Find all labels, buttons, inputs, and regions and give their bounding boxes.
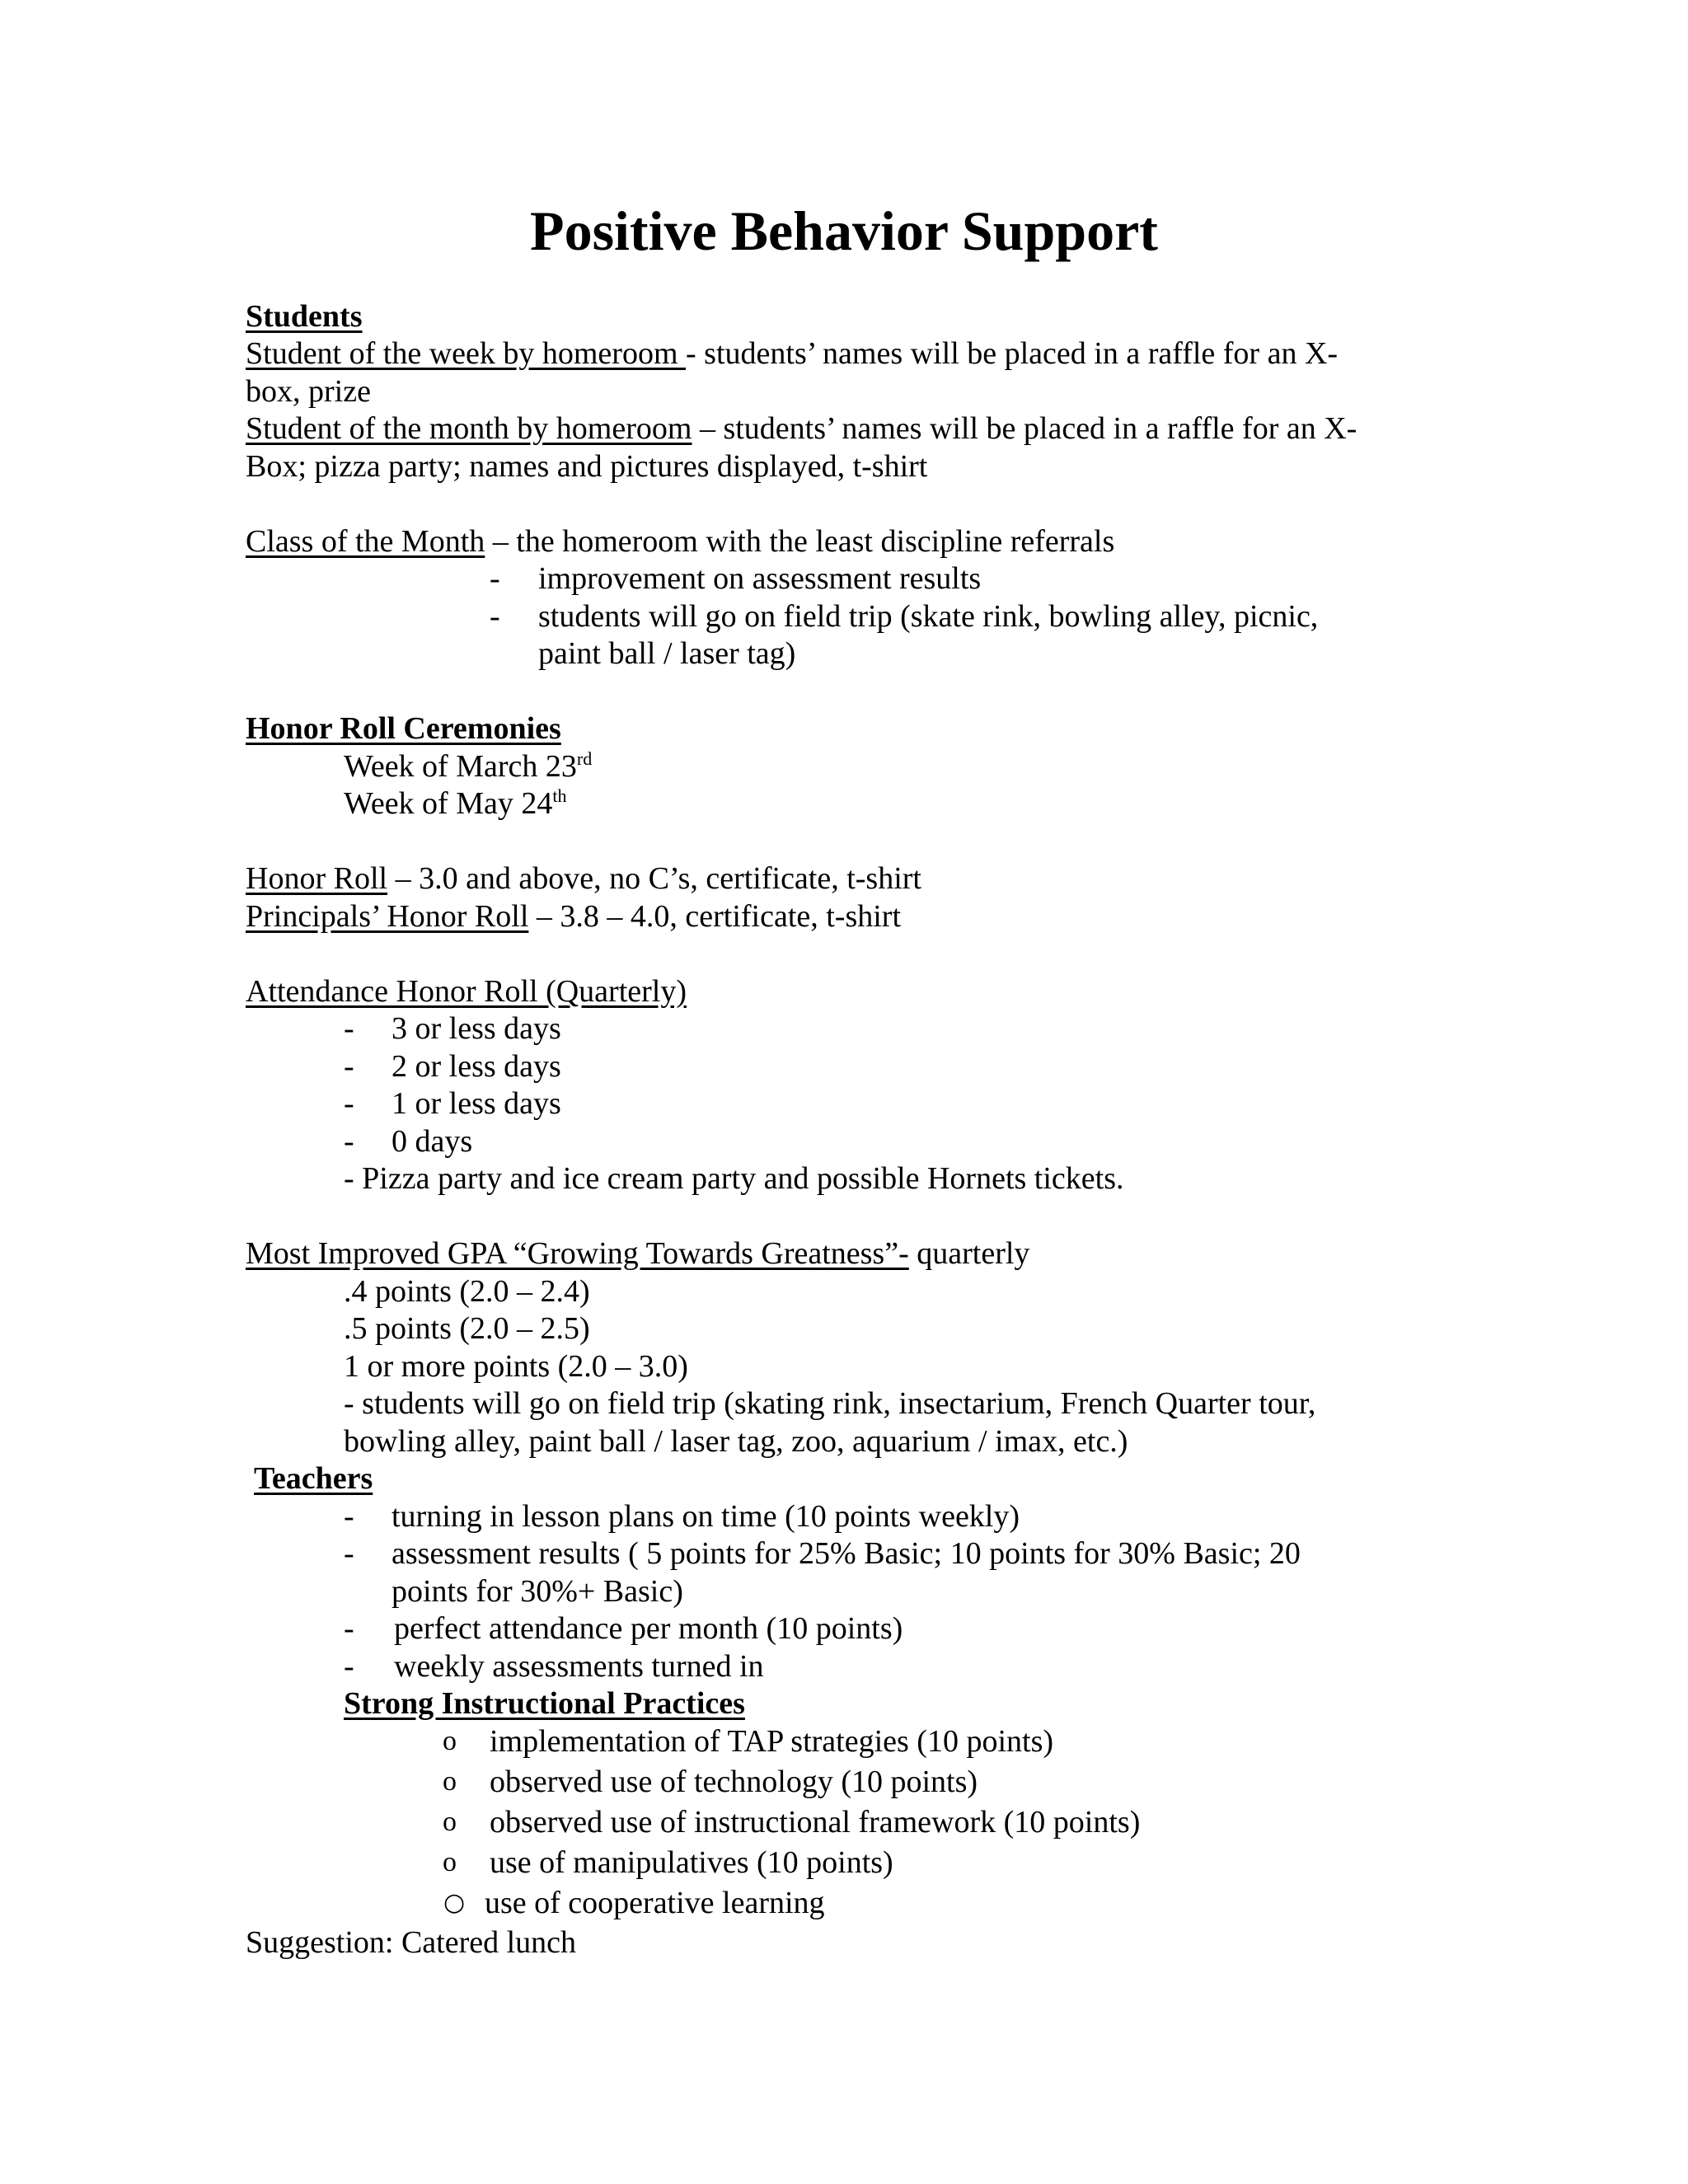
honor-roll-line: [246, 860, 921, 898]
honor-roll-ceremonies-heading: Honor Roll Ceremonies: [246, 711, 561, 746]
gpa-trip-text: - students will go on field trip (skating rink, insectarium, French Quarter tour,: [344, 1386, 1316, 1421]
student-of-month-label: Student of the month by homeroom: [246, 411, 692, 446]
student-of-month-line: [246, 410, 1357, 448]
dash-icon: -: [344, 1011, 354, 1046]
page-title: Positive Behavior Support: [530, 199, 1158, 262]
dash-icon: -: [490, 599, 500, 634]
bullet-icon: o: [443, 1847, 457, 1877]
list-item: use of manipulatives (10 points): [490, 1845, 893, 1880]
list-item: use of cooperative learning: [485, 1886, 825, 1920]
principals-honor-roll-line: [246, 898, 901, 935]
ceremony-week-1-text: Week of March 23: [344, 749, 577, 784]
list-item: 1 or more points (2.0 – 3.0): [344, 1349, 688, 1384]
suggestion-text: Suggestion: Catered lunch: [246, 1925, 577, 1960]
students-heading: Students: [246, 299, 363, 334]
honor-roll-text: – 3.0 and above, no C’s, certificate, t-shirt: [387, 861, 921, 896]
bullet-icon: o: [443, 1726, 457, 1756]
dash-icon: -: [344, 1086, 354, 1121]
list-item: turning in lesson plans on time (10 points weekly): [392, 1499, 1020, 1534]
bullet-icon: o: [443, 1766, 457, 1797]
gpa-heading-line: [246, 1235, 1029, 1272]
list-item: paint ball / laser tag): [538, 636, 796, 671]
list-item: points for 30%+ Basic): [392, 1574, 683, 1609]
ceremony-week-2-sup: th: [552, 785, 567, 806]
dash-icon: -: [344, 1536, 354, 1571]
class-of-month-text: – the homeroom with the least discipline referrals: [485, 524, 1115, 559]
gpa-trip-text-cont: bowling alley, paint ball / laser tag, zoo, aquarium / imax, etc.): [344, 1424, 1128, 1459]
list-item: students will go on field trip (skate rink, bowling alley, picnic,: [538, 599, 1319, 634]
class-of-month-line: [246, 523, 1114, 560]
teachers-heading: Teachers: [254, 1461, 373, 1496]
student-of-week-text: - students’ names will be placed in a raffle for an X-: [686, 336, 1339, 371]
ceremony-week-1-sup: rd: [576, 748, 593, 769]
ceremony-week-1: [344, 748, 592, 785]
list-item: .5 points (2.0 – 2.5): [344, 1311, 590, 1346]
list-item: implementation of TAP strategies (10 points): [490, 1724, 1054, 1759]
dash-icon: -: [344, 1049, 354, 1084]
dash-icon: -: [490, 561, 500, 596]
dash-icon: -: [344, 1611, 354, 1646]
gpa-heading-suffix: quarterly: [908, 1236, 1030, 1271]
student-of-month-text: – students’ names will be placed in a raffle for an X-: [692, 411, 1357, 446]
gpa-heading: Most Improved GPA “Growing Towards Greatness”-: [246, 1236, 909, 1271]
honor-roll-label: Honor Roll: [246, 861, 388, 896]
list-item: assessment results ( 5 points for 25% Basic; 10 points for 30% Basic; 20: [392, 1536, 1301, 1571]
dash-icon: -: [344, 1124, 354, 1159]
student-of-month-text-cont: Box; pizza party; names and pictures displayed, t-shirt: [246, 449, 928, 484]
list-item: observed use of instructional framework (10 points): [490, 1805, 1141, 1840]
attendance-heading: Attendance Honor Roll (Quarterly): [246, 974, 687, 1009]
class-of-month-label: Class of the Month: [246, 524, 485, 559]
list-item: 1 or less days: [392, 1086, 561, 1121]
dash-icon: -: [344, 1499, 354, 1534]
bullet-icon: o: [443, 1807, 457, 1837]
dash-icon: -: [344, 1649, 354, 1684]
list-item: weekly assessments turned in: [394, 1649, 764, 1684]
list-item: observed use of technology (10 points): [490, 1765, 978, 1799]
list-item: .4 points (2.0 – 2.4): [344, 1274, 590, 1309]
list-item: improvement on assessment results: [538, 561, 982, 596]
student-of-week-line: [246, 335, 1338, 373]
student-of-week-label: Student of the week by homeroom: [246, 336, 687, 371]
list-item: 2 or less days: [392, 1049, 561, 1084]
principals-honor-roll-text: – 3.8 – 4.0, certificate, t-shirt: [528, 899, 902, 934]
student-of-week-text-cont: box, prize: [246, 374, 371, 409]
ceremony-week-2: [344, 785, 567, 823]
list-item: 3 or less days: [392, 1011, 561, 1046]
instructional-practices-heading: Strong Instructional Practices: [344, 1686, 745, 1721]
circle-bullet-icon: ○: [443, 1888, 466, 1917]
principals-honor-roll-label: Principals’ Honor Roll: [246, 899, 529, 934]
list-item: 0 days: [392, 1124, 473, 1159]
list-item: perfect attendance per month (10 points): [394, 1611, 903, 1646]
ceremony-week-2-text: Week of May 24: [344, 786, 553, 821]
attendance-reward: - Pizza party and ice cream party and possible Hornets tickets.: [344, 1161, 1124, 1196]
